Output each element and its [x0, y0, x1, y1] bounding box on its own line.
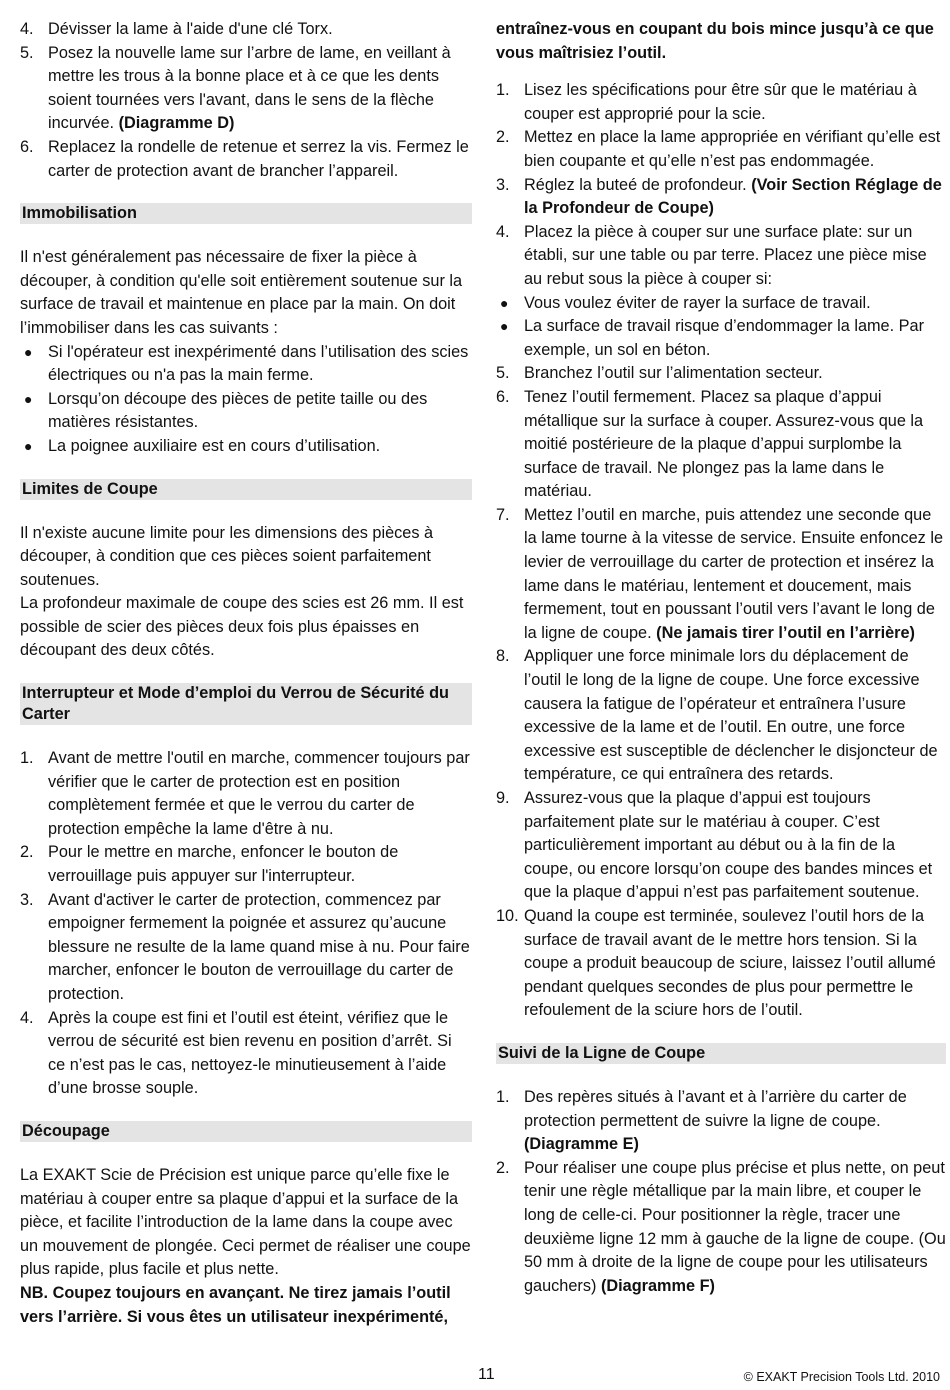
list-item: 2. Mettez en place la lame appropriée en vérifiant qu’elle est bien coupante et qu’elle n’est pas endommagée. [496, 128, 941, 170]
blade-steps-list [20, 18, 472, 183]
list-item: 1. Avant de mettre l'outil en marche, commencer toujours par vérifier que le carter de protection est en position complètement fermée et que le verrou du carter de protection empêche la lame d'être à nu. [20, 749, 470, 838]
list-item: 10. Quand la coupe est terminée, soulevez l’outil hors de la surface de travail avant de le mettre hors tension. Si la coupe a produit beaucoup de sciure, laissez l’outil allumé pendant quelques secondes de plus pour permettre le refoulement de la sciure hors de l’outil. [496, 906, 936, 1020]
suivi-list [496, 1086, 946, 1298]
bullet-item: ● La surface de travail risque d’endommager la lame. Par exemple, un sol en béton. [500, 317, 924, 359]
list-item: 6. Replacez la rondelle de retenue et serrez la vis. Fermez le carter de protection avant de brancher l’appareil. [20, 137, 469, 180]
right-column [496, 18, 946, 1298]
list-item: 6. Tenez l’outil fermement. Placez sa plaque d’appui métallique sur la surface à couper. Assurez-vous que la moitié postérieure de la plaque d’appui surplombe la surface de travail. Ne plongez pas la lame dans le matériau. [496, 387, 924, 501]
immobilisation-paragraph: Il n'est généralement pas nécessaire de fixer la pièce à découper, à condition qu'elle soit entièrement soutenue sur la surface de travail et maintenue en place par la main. On doit l’immobiliser dans les cas suivants : [20, 248, 463, 337]
list-item: 8. Appliquer une force minimale lors du déplacement de l’outil le long de la ligne de coupe. Une force excessive causera la fatigue de l’opérateur et entraînera l’usure excessive de la lame et de l’outil. En outre, une force excessive est susceptible de déclencher le disjoncteur de température, ce qui entraînera des retards. [496, 647, 938, 784]
list-item: 3. Réglez la buteé de profondeur. (Voir Section Réglage de la Profondeur de Coupe) [496, 175, 942, 218]
bullet-item: ● Si l'opérateur est inexpérimenté dans l’utilisation des scies électriques ou n'a pas la main ferme. [24, 342, 469, 385]
section-heading-limites: Limites de Coupe [20, 479, 472, 500]
decoupage-steps-b [496, 362, 946, 1023]
list-item: 1. Des repères situés à l’avant et à l’arrière du carter de protection permettent de suivre la ligne de coupe. (Diagramme E) [496, 1087, 907, 1154]
immobilisation-bullets [20, 341, 472, 459]
page-number: 11 [478, 1366, 495, 1383]
list-item: 7. Mettez l’outil en marche, puis attendez une seconde que la lame tourne à la vitesse de service. Ensuite enfoncez le levier de verrouillage du carter de protection et insérez la lame dans le matériau, lentement et doucement, mais fermement, tout en poussant l’outil vers l’avant le long de la ligne de coupe. (Ne jamais tirer l’outil en l’arrière) [496, 505, 944, 642]
list-item: 1. Lisez les spécifications pour être sûr que le matériau à couper est approprié pour la scie. [496, 81, 917, 123]
list-item: 4. Placez la pièce à couper sur une surface plate: sur un établi, sur une table ou par terre. Placez une pièce mise au rebut sous la pièce à couper si: [496, 222, 927, 288]
section-heading-immobilisation: Immobilisation [20, 203, 472, 224]
bullet-item: ● Lorsqu’on découpe des pièces de petite taille ou des matières résistantes. [24, 389, 428, 432]
decoupage-paragraph: La EXAKT Scie de Précision est unique parce qu’elle fixe le matériau à couper entre sa plaque d’appui et la surface de la pièce, et facilite l’introduction de la lame dans la coupe avec un mouvement de plongée. Ceci permet de réaliser une coupe plus rapide, plus facile et plus nette. [20, 1165, 471, 1279]
list-item: 3. Avant d'activer le carter de protection, commencez par empoigner fermement la poignée et assurez qu’aucune blessure ne resulte de la lame quand mise à nu. Pour faire marcher, enfoncer le bouton de verrouillage du carter de protection. [20, 890, 470, 1003]
list-item: 4. Dévisser la lame à l'aide d'une clé Torx. [20, 20, 333, 38]
left-column [20, 18, 472, 1329]
surface-bullets [496, 292, 946, 363]
list-item: 2. Pour réaliser une coupe plus précise et plus nette, on peut tenir une règle métallique par la main libre, et couper le long de celle-ci. Pour positionner la règle, tracer une deuxième ligne 12 mm à gauche de la ligne de coupe. (Ou 50 mm à droite de la ligne de coupe pour les utilisateurs gauchers) (Diagramme F) [496, 1158, 946, 1295]
list-item: 5. Posez la nouvelle lame sur l’arbre de lame, en veillant à mettre les trous à la bonne place et à ce que les dents soient tournées vers l'avant, dans le sens de la flèche incurvée. (Diagramme D) [20, 43, 451, 133]
list-item: 9. Assurez-vous que la plaque d’appui est toujours parfaitement plate sur le matériau à couper. C’est particulièrement important au début ou à la fin de la coupe, ou encore lorsqu’on coupe des bandes minces et que la plaque d’appui n’est pas parfaitement soutenue. [496, 789, 933, 902]
bullet-item: ● Vous voulez éviter de rayer la surface de travail. [496, 292, 946, 316]
list-item: 2. Pour le mettre en marche, enfoncer le bouton de verrouillage puis appuyer sur l'interrupteur. [20, 843, 399, 886]
interrupteur-list [20, 747, 472, 1101]
nb-continuation: entraînez-vous en coupant du bois mince jusqu’à ce que vous maîtrisiez l’outil. [496, 20, 934, 62]
bullet-item: ● La poignee auxiliaire est en cours d’utilisation. [20, 435, 472, 459]
decoupage-steps-a [496, 79, 946, 291]
limites-paragraph-2: La profondeur maximale de coupe des scies est 26 mm. Il est possible de scier des pièces deux fois plus épaisses en découpant des deux côtés. [20, 594, 464, 660]
bullet-icon: ● [24, 437, 33, 454]
limites-paragraph-1: Il n'existe aucune limite pour les dimensions des pièces à découper, à condition que ces pièces soient parfaitement soutenues. [20, 523, 434, 589]
list-item: 4. Après la coupe est fini et l’outil est éteint, vérifiez que le verrou de sécurité est bien revenu en position d’arrêt. Si ce n’est pas le cas, nettoyez-le minutieusement à l’aide d’une brosse souple. [20, 1008, 452, 1098]
section-heading-interrupteur: Interrupteur et Mode d’emploi du Verrou de Sécurité du Carter [20, 683, 472, 725]
decoupage-nb: NB. Coupez toujours en avançant. Ne tirez jamais l’outil vers l’arrière. Si vous êtes un utilisateur inexpérimenté, [20, 1283, 451, 1326]
bullet-icon: ● [24, 390, 33, 407]
copyright-notice: © EXAKT Precision Tools Ltd. 2010 [743, 1370, 940, 1384]
bullet-icon: ● [500, 294, 509, 311]
bullet-icon: ● [500, 318, 509, 335]
list-item: 5. Branchez l’outil sur l’alimentation secteur. [496, 364, 823, 383]
section-heading-decoupage: Découpage [20, 1121, 472, 1142]
bullet-icon: ● [24, 343, 33, 360]
section-heading-suivi: Suivi de la Ligne de Coupe [496, 1043, 946, 1064]
